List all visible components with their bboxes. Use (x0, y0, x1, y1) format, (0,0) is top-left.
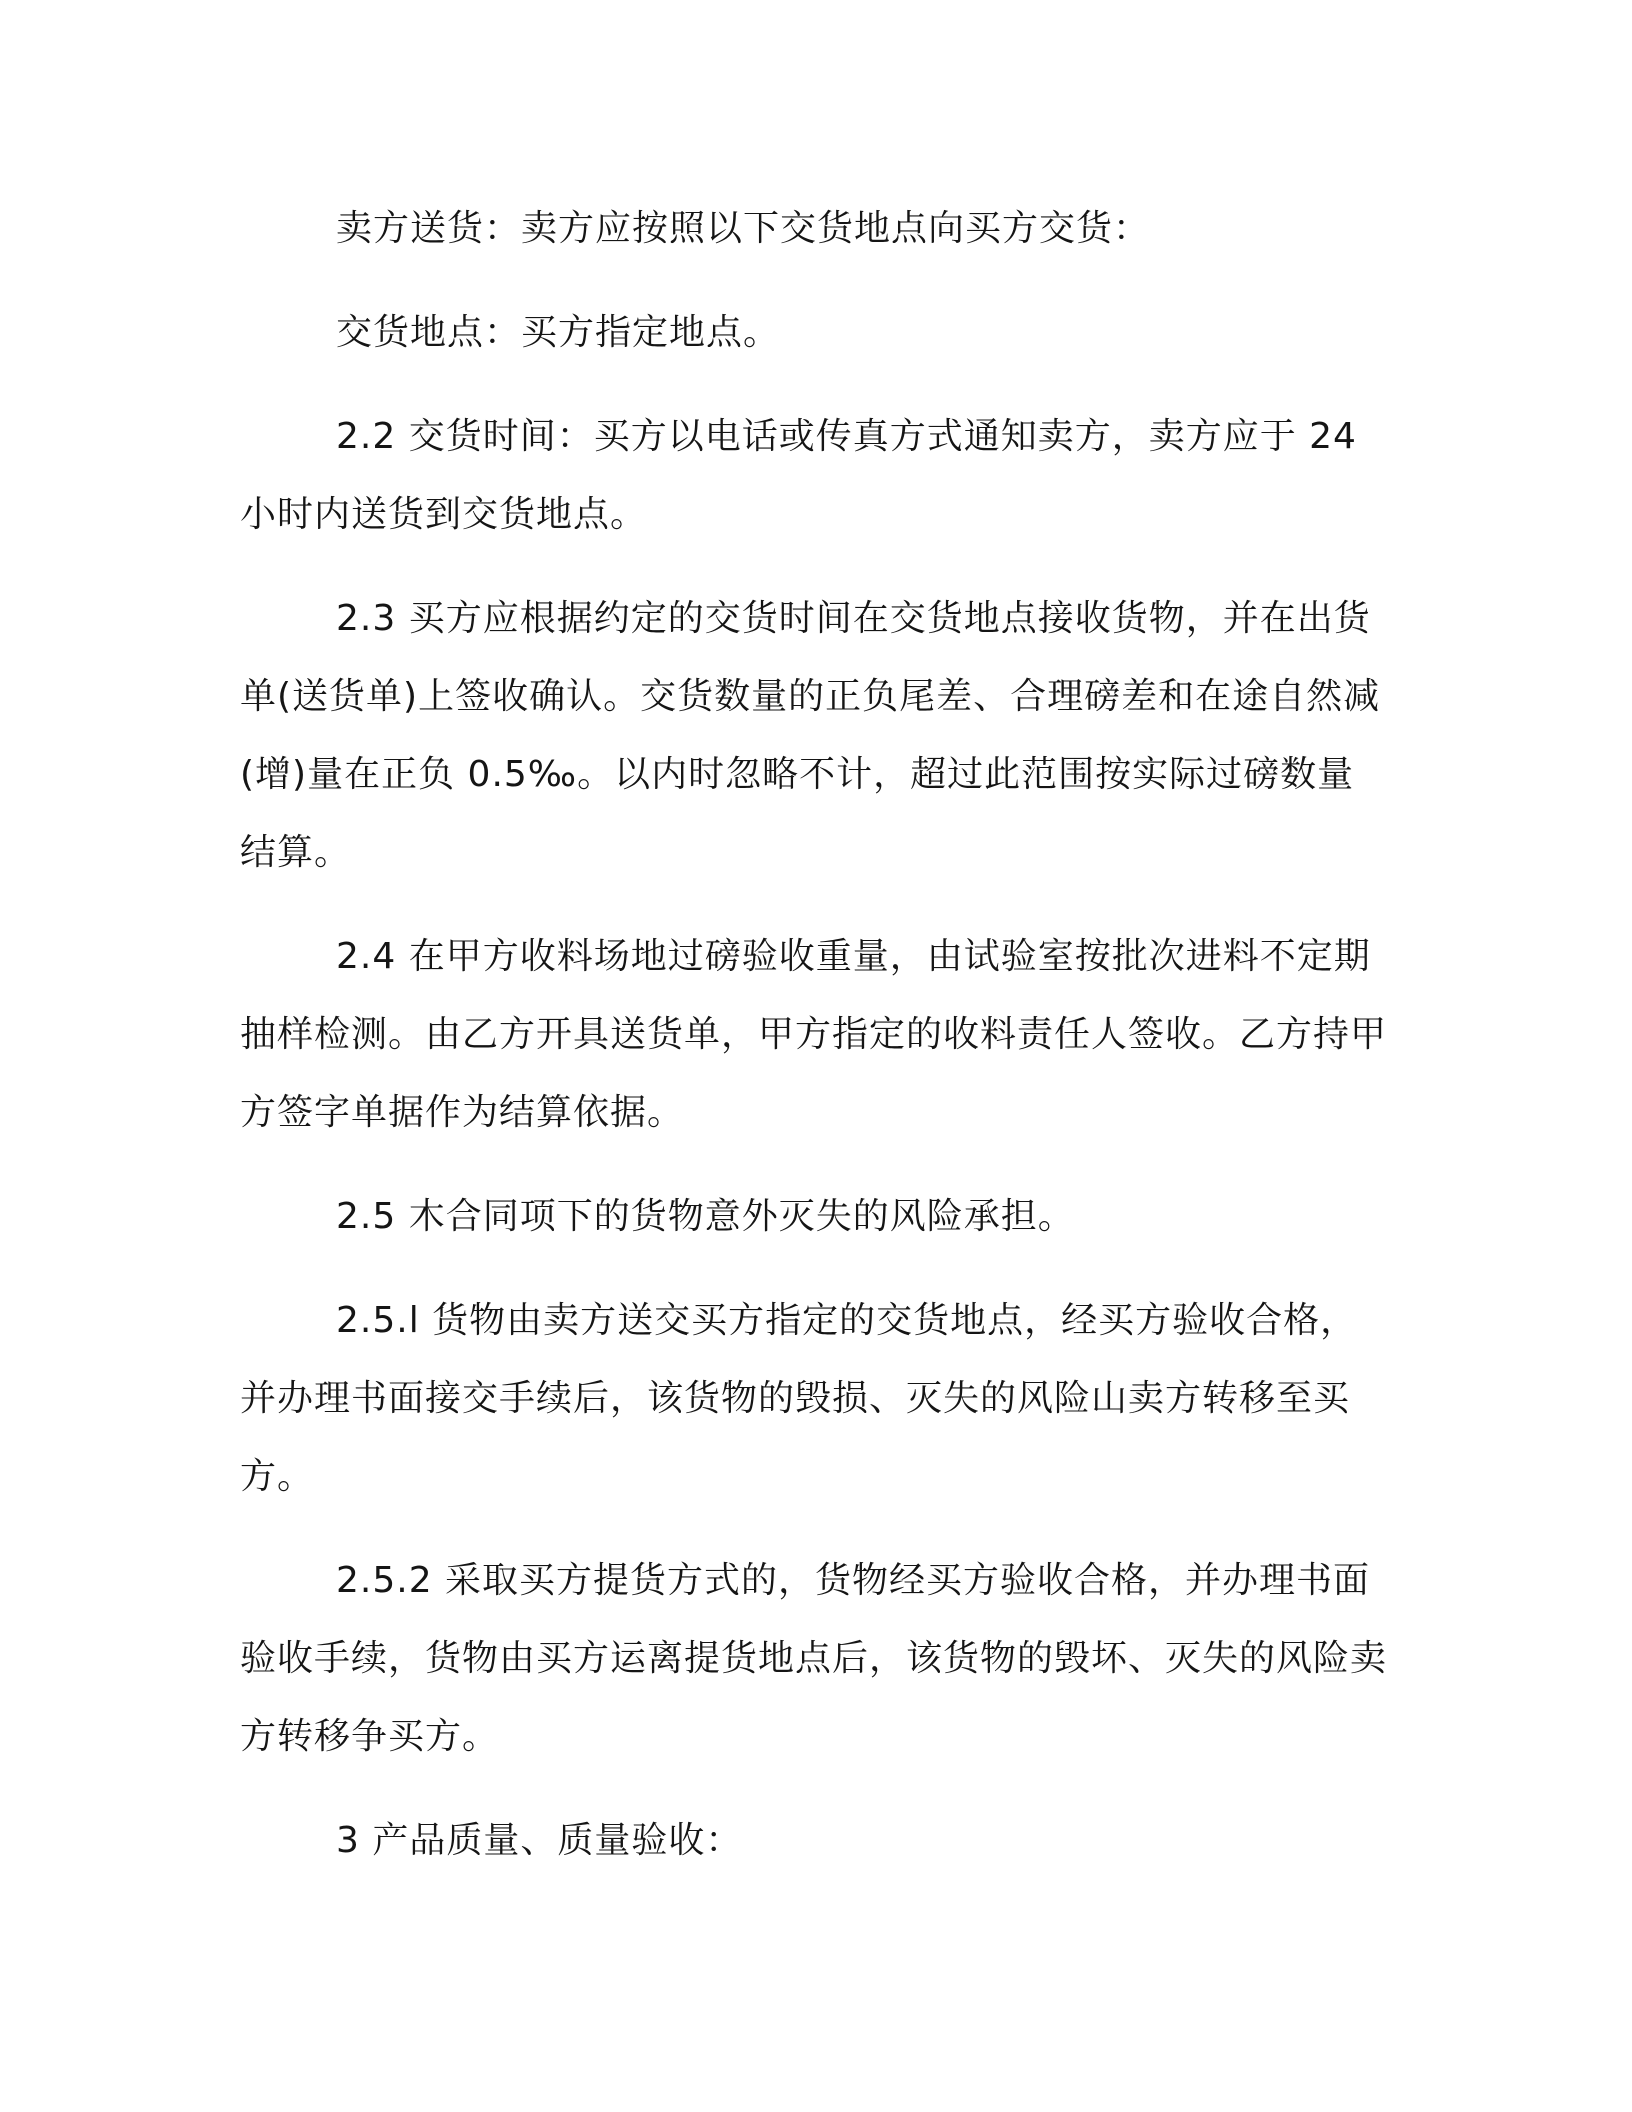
paragraph-2-5-1-risk-transfer: 2.5.l 货物由卖方送交买方指定的交货地点，经买方验收合格，并办理书面接交手续后，该货物的毁损、灭失的风险山卖方转移至买方。 (240, 1300, 1358, 1497)
paragraph-2-5-2-pickup-risk: 2.5.2 采取买方提货方式的，货物经买方验收合格，并办理书面验收手续，货物由买方运离提货地点后，该货物的毁坏、灭失的风险卖方转移争买方。 (240, 1560, 1388, 1757)
paragraph-2-5-risk: 2.5 木合同项下的货物意外灭失的风险承担。 (336, 1196, 1075, 1237)
paragraph-2-4-weighing: 2.4 在甲方收料场地过磅验收重量，由试验室按批次进料不定期抽样检测。由乙方开具送货单，甲方指定的收料责任人签收。乙方持甲方签字单据作为结算依据。 (240, 936, 1388, 1133)
paragraph-3-quality: 3 产品质量、质量验收： (336, 1820, 743, 1861)
paragraph-2-3-receipt: 2.3 买方应根据约定的交货时间在交货地点接收货物，并在出货单(送货单)上签收确认。交货数量的正负尾差、合理磅差和在途自然减(增)量在正负 0.5‰。以内时忽略不计，超过此范围按实际过磅数量结算。 (240, 598, 1381, 873)
paragraph-2-2-delivery-time: 2.2 交货时间：买方以电话或传真方式通知卖方，卖方应于 24 小时内送货到交货地点。 (240, 416, 1357, 535)
paragraph-seller-delivery: 卖方送货：卖方应按照以下交货地点向买方交货： (336, 208, 1151, 249)
paragraph-delivery-location: 交货地点：买方指定地点。 (336, 312, 781, 353)
document-body (240, 190, 1390, 1880)
